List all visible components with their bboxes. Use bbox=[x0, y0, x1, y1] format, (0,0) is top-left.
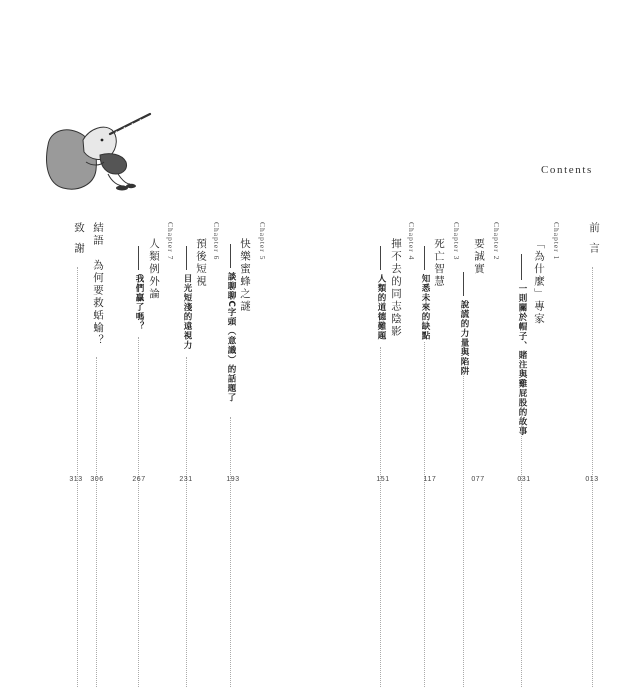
entry-title: 要誠實 bbox=[473, 238, 485, 276]
em-dash bbox=[138, 246, 139, 270]
entry-subtitle: 目光短淺的遠視力 bbox=[182, 274, 192, 350]
page-number: 031 bbox=[517, 476, 531, 483]
entry-title: 預後短視 bbox=[195, 238, 207, 288]
entry-title: 致謝 bbox=[73, 222, 85, 263]
entry-title: 結語 為何要救蛞蝓？ bbox=[92, 222, 104, 347]
contents-heading: Contents bbox=[541, 164, 593, 176]
leader-dots bbox=[521, 407, 522, 687]
page-number: 313 bbox=[69, 476, 83, 483]
entry-subtitle: 說謊的力量與陷阱 bbox=[459, 300, 469, 376]
chapter-label: Chapter 7 bbox=[166, 222, 175, 261]
page-number: 151 bbox=[376, 476, 390, 483]
em-dash bbox=[230, 244, 231, 268]
entry-subtitle: 談聊聊C字頭（意識）的話題了 bbox=[226, 272, 236, 403]
entry-subtitle: 人類的道德難題 bbox=[376, 274, 386, 341]
leader-dots bbox=[138, 337, 139, 687]
em-dash bbox=[380, 246, 381, 270]
narwhal-hugging-figure-illustration bbox=[38, 100, 158, 200]
leader-dots bbox=[424, 342, 425, 687]
leader-dots bbox=[380, 347, 381, 687]
em-dash bbox=[186, 246, 187, 270]
leader-dots bbox=[230, 417, 231, 687]
page-number: 013 bbox=[585, 476, 599, 483]
page-number: 267 bbox=[132, 476, 146, 483]
entry-title: 死亡智慧 bbox=[433, 238, 445, 288]
page-number: 193 bbox=[226, 476, 240, 483]
entry-title: 人類例外論 bbox=[148, 238, 160, 301]
entry-title: 快樂蜜蜂之謎 bbox=[239, 238, 251, 313]
entry-subtitle: 一則關於帽子、賭注與雞屁股的故事 bbox=[517, 284, 527, 436]
page-number: 077 bbox=[471, 476, 485, 483]
em-dash bbox=[521, 254, 522, 280]
page-number: 306 bbox=[90, 476, 104, 483]
entry-title: 揮不去的同志陰影 bbox=[390, 238, 402, 338]
entry-subtitle: 知悉未來的缺點 bbox=[420, 274, 430, 341]
leader-dots bbox=[96, 357, 97, 687]
em-dash bbox=[424, 246, 425, 270]
chapter-label: Chapter 3 bbox=[452, 222, 461, 261]
leader-dots bbox=[186, 357, 187, 687]
entry-title: 「為什麼」專家 bbox=[533, 238, 545, 326]
chapter-label: Chapter 4 bbox=[407, 222, 416, 261]
chapter-label: Chapter 2 bbox=[492, 222, 501, 261]
entry-subtitle: 我們贏了嗎？ bbox=[134, 274, 144, 331]
chapter-label: Chapter 1 bbox=[552, 222, 561, 261]
chapter-label: Chapter 5 bbox=[258, 222, 267, 261]
entry-title: 前言 bbox=[588, 222, 600, 263]
page-number: 117 bbox=[423, 476, 437, 483]
em-dash bbox=[463, 272, 464, 296]
chapter-label: Chapter 6 bbox=[212, 222, 221, 261]
page-number: 231 bbox=[179, 476, 193, 483]
